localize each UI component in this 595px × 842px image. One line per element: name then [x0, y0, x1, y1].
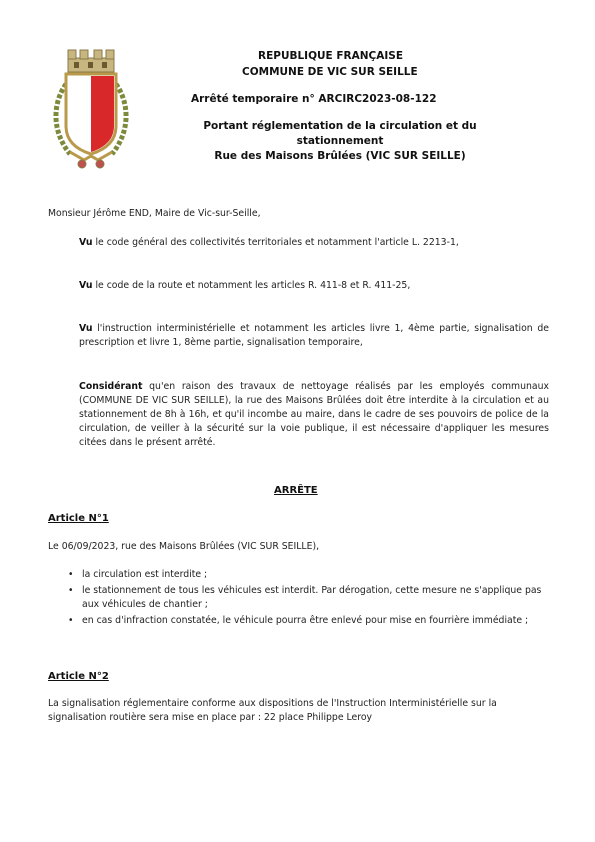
- coat-of-arms-icon: [48, 44, 134, 172]
- mayor-line: Monsieur Jérôme END, Maire de Vic-sur-Seille,: [48, 208, 261, 219]
- vu-lead-1: Vu: [79, 237, 93, 248]
- article-1-title: Article N°1: [48, 513, 109, 524]
- vu-lead-3: Vu: [79, 323, 93, 334]
- considerant-paragraph: [79, 380, 549, 450]
- arrete-number: Arrêté temporaire n° ARCIRC2023-08-122: [191, 93, 437, 105]
- vu-paragraph-2: [79, 279, 410, 293]
- vu-text-2: le code de la route et notamment les articles R. 411-8 et R. 411-25,: [92, 280, 411, 291]
- arrete-heading: ARRÊTE: [274, 485, 318, 496]
- article-1-intro: Le 06/09/2023, rue des Maisons Brûlées (VIC SUR SEILLE),: [48, 541, 320, 552]
- list-item: • en cas d'infraction constatée, le véhicule pourra être enlevé pour mise en fourrière immédiate ;: [64, 614, 554, 628]
- subject-line-1: Portant réglementation de la circulation et du: [203, 120, 477, 132]
- subject-line-2: stationnement: [296, 135, 384, 147]
- considerant-lead: Considérant: [79, 381, 143, 392]
- vu-lead-2: Vu: [79, 280, 93, 291]
- list-item: • le stationnement de tous les véhicules est interdit. Par dérogation, cette mesure ne s'applique pas aux véhicules de chantier ;: [64, 584, 554, 612]
- article-2-title: Article N°2: [48, 671, 109, 682]
- vu-text-3: l'instruction interministérielle et notamment les articles livre 1, 4ème partie, signalisation de prescription et livre 1, 8ème partie, signalisation temporaire,: [79, 323, 549, 348]
- header-republique: REPUBLIQUE FRANÇAISE: [258, 50, 404, 62]
- subject-line-3: Rue des Maisons Brûlées (VIC SUR SEILLE): [214, 150, 466, 162]
- vu-text-1: le code général des collectivités territoriales et notamment l'article L. 2213-1,: [92, 237, 459, 248]
- list-item: • la circulation est interdite ;: [64, 568, 554, 582]
- vu-paragraph-3: [79, 322, 549, 350]
- header-commune: COMMUNE DE VIC SUR SEILLE: [242, 66, 418, 78]
- article-1-bullet-list: [64, 568, 554, 630]
- vu-paragraph-1: [79, 236, 459, 250]
- article-2-text: La signalisation réglementaire conforme aux dispositions de l'Instruction Interministérielle sur la signalisation routière sera mise en place par : 22 place Philippe Leroy: [48, 698, 497, 723]
- considerant-text: qu'en raison des travaux de nettoyage réalisés par les employés communaux (COMMUNE DE VIC SUR SEILLE), la rue des Maisons Brûlées doit être interdite à la circulation et au stationnement de 8h à 16h, et qu'il incombe au maire, dans le cadre de ses pouvoirs de police de la circulation, de veiller à la sécurité sur la voie publique, il est nécessaire d'appliquer les mesures citées dans le présent arrêté.: [79, 381, 549, 448]
